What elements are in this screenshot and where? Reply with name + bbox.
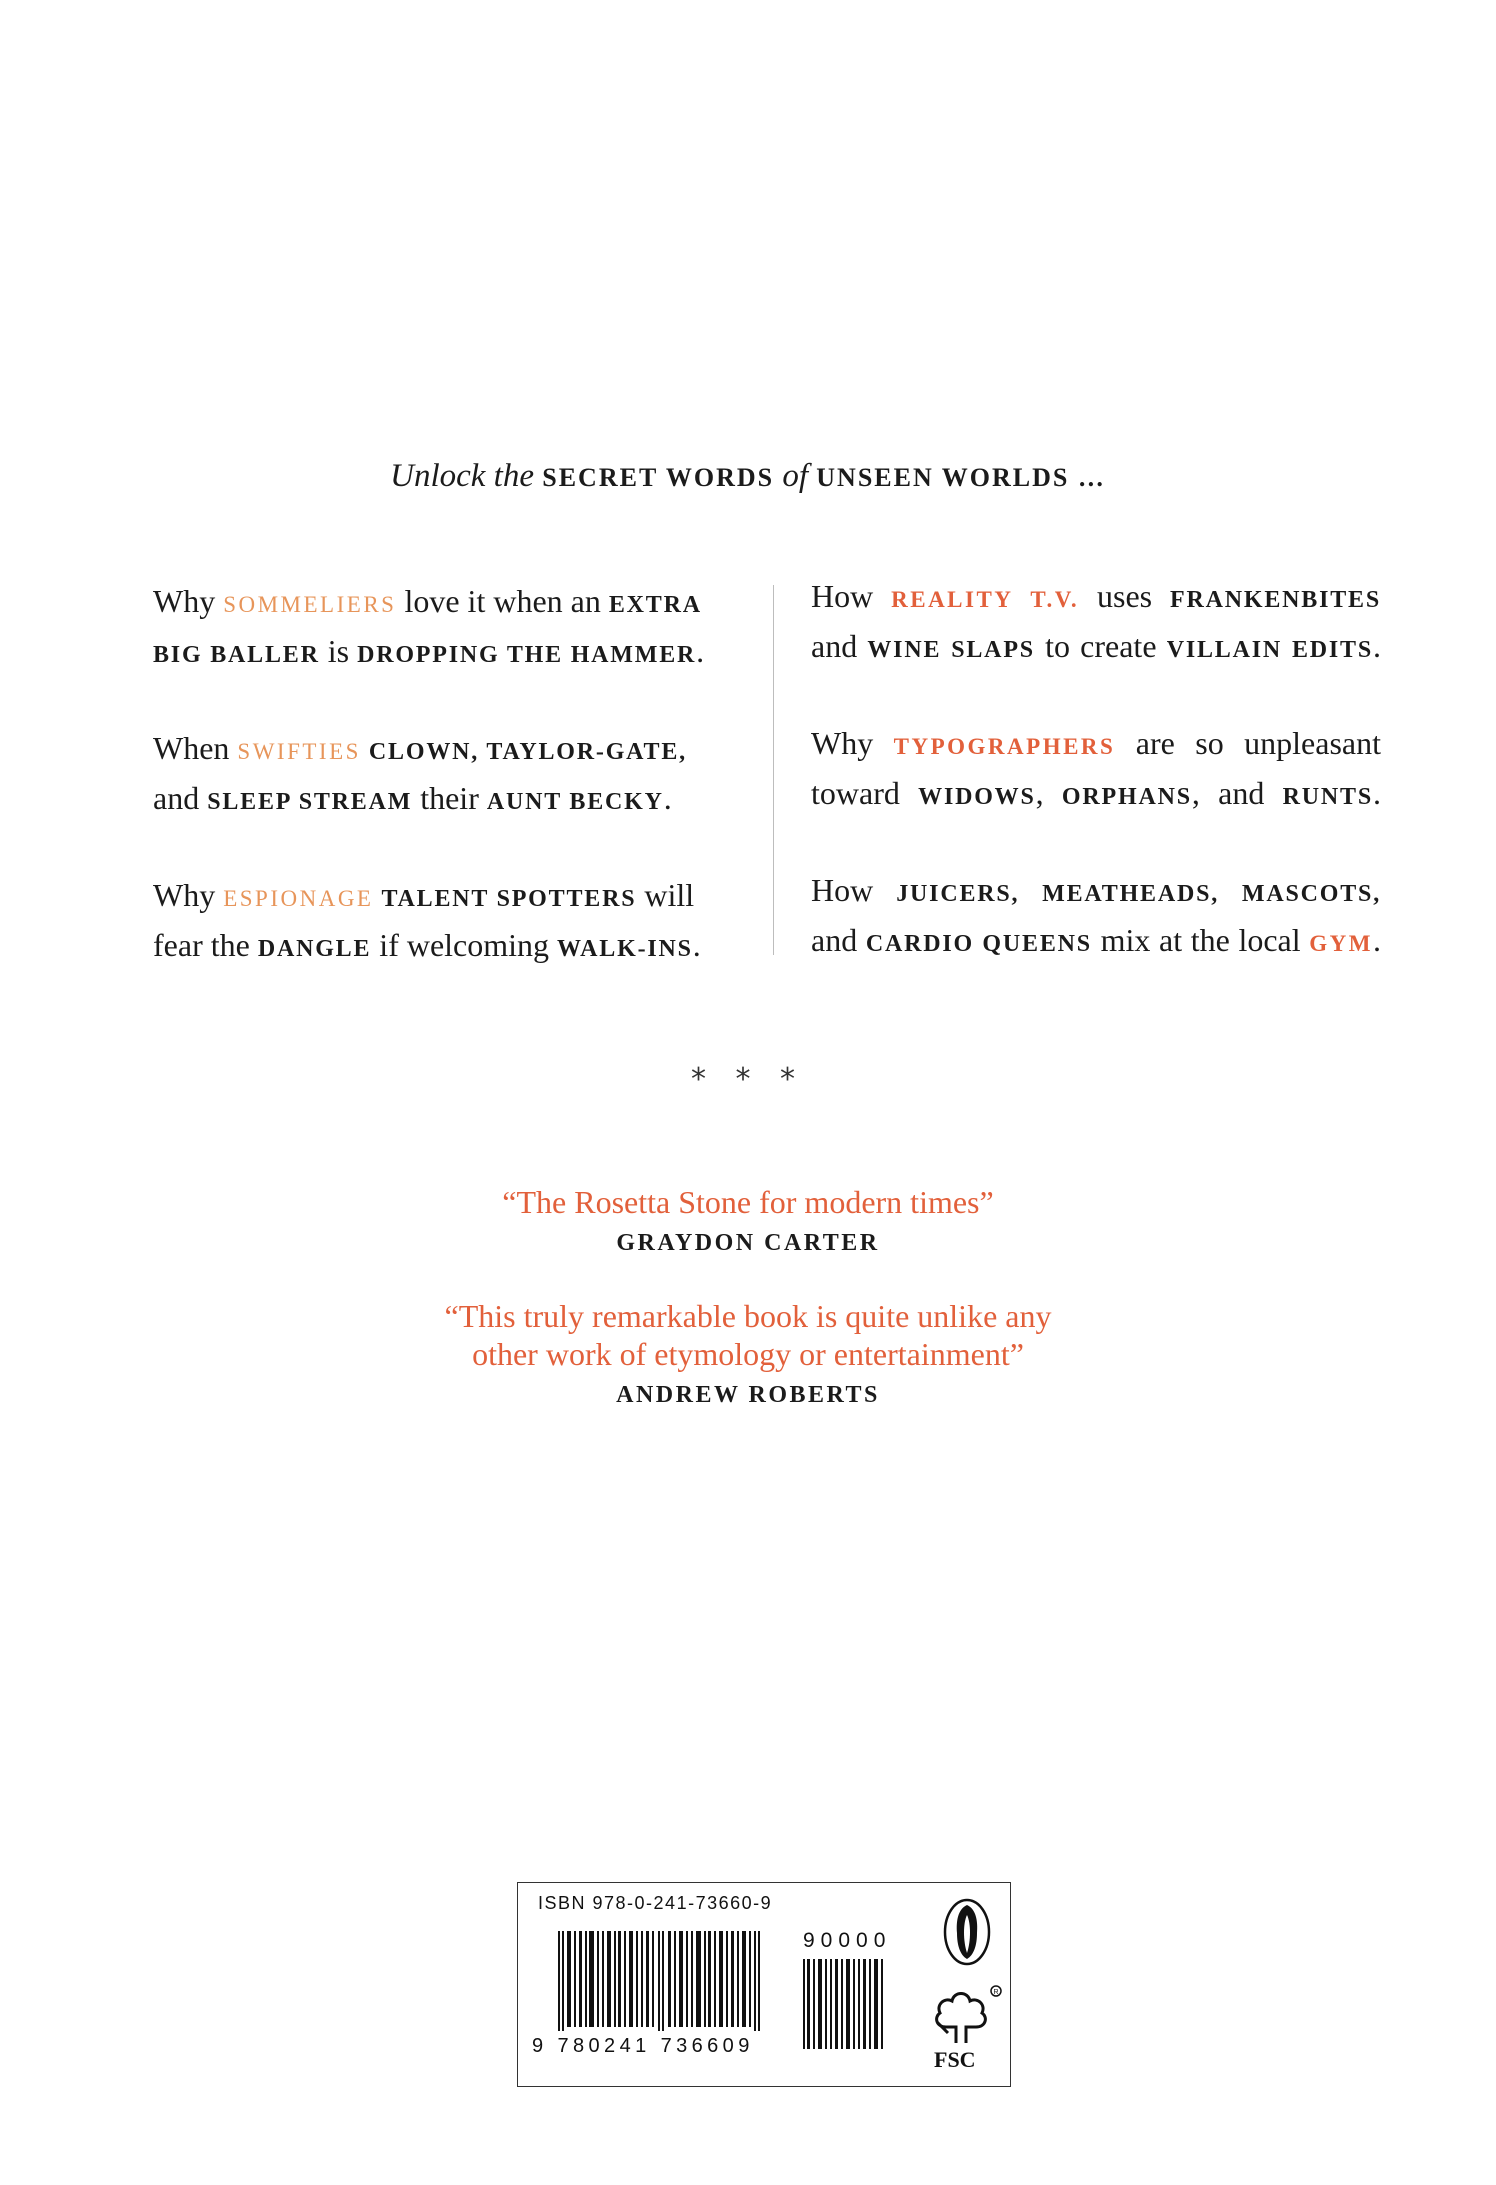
item-line — [811, 573, 1381, 623]
price-barcode-bars — [803, 1959, 913, 2049]
keyword: DANGLE — [257, 936, 372, 962]
barcode-box — [517, 1882, 1011, 2087]
text: is — [319, 633, 358, 669]
text: and — [811, 628, 868, 664]
tagline-part4: UNSEEN WORLDS … — [816, 463, 1106, 492]
highlight-topic: GYM — [1309, 931, 1373, 956]
text: , — [1035, 775, 1062, 811]
quote-2-line1: “This truly remarkable book is quite unlike any — [444, 1298, 1052, 1334]
keyword: WINE SLAPS — [867, 637, 1035, 663]
item-line — [811, 623, 1381, 673]
item-line — [811, 720, 1381, 770]
text: and — [811, 922, 866, 958]
svg-text:R: R — [993, 1989, 999, 1996]
item-line — [153, 578, 743, 628]
highlight-topic: SWIFTIES — [237, 739, 361, 764]
text: are so unpleasant — [1115, 725, 1381, 761]
text: . — [663, 780, 672, 816]
right-item-reality-tv — [811, 573, 1381, 673]
highlight-topic: TYPOGRAPHERS — [893, 734, 1116, 759]
text: uses — [1079, 578, 1171, 614]
text: . — [1373, 775, 1381, 811]
keyword: CLOWN, TAYLOR-GATE, — [368, 739, 687, 765]
text: Why — [153, 877, 224, 913]
text: Why — [153, 583, 224, 619]
highlight-topic: REALITY T.V. — [891, 587, 1080, 612]
text: How — [811, 872, 897, 908]
item-line — [153, 872, 743, 922]
text: . — [1373, 628, 1381, 664]
text: When — [153, 730, 238, 766]
keyword: BIG BALLER — [153, 642, 320, 668]
left-item-espionage — [153, 872, 743, 972]
fsc-label: FSC — [934, 2047, 976, 2072]
item-line — [811, 917, 1381, 967]
section-separator: * * * — [690, 1062, 806, 1097]
quote-1-author: GRAYDON CARTER — [616, 1230, 880, 1256]
text: mix at the local — [1091, 922, 1310, 958]
quote-1-text: “The Rosetta Stone for modern times” — [502, 1184, 994, 1220]
text — [361, 730, 369, 766]
isbn-text: ISBN 978-0-241-73660-9 — [538, 1893, 773, 1913]
left-item-sommeliers — [153, 578, 743, 678]
highlight-topic: SOMMELIERS — [223, 592, 397, 617]
right-item-typographers — [811, 720, 1381, 820]
item-line — [811, 770, 1381, 820]
keyword: JUICERS, MEATHEADS, MASCOTS, — [896, 881, 1381, 907]
text: Why — [811, 725, 894, 761]
isbn-digits: 9 780241 736609 — [532, 2035, 754, 2057]
keyword: ORPHANS — [1061, 784, 1192, 810]
item-line — [153, 725, 743, 775]
right-item-gym — [811, 867, 1381, 967]
text: will — [636, 877, 695, 913]
keyword: FRANKENBITES — [1170, 587, 1381, 613]
keyword: AUNT BECKY — [486, 789, 664, 815]
text: and — [153, 780, 208, 816]
text: love it when an — [396, 583, 609, 619]
keyword: SLEEP STREAM — [207, 789, 413, 815]
item-line — [153, 628, 743, 678]
isbn-barcode-bars — [558, 1931, 788, 2031]
item-line — [153, 775, 743, 825]
item-line — [811, 867, 1381, 917]
quote-2-author: ANDREW ROBERTS — [616, 1382, 880, 1408]
text: their — [412, 780, 487, 816]
keyword: TALENT SPOTTERS — [381, 886, 637, 912]
text: if welcoming — [371, 927, 558, 963]
penguin-logo-icon — [942, 1897, 992, 1967]
keyword: EXTRA — [608, 592, 702, 618]
item-line — [153, 922, 743, 972]
keyword: CARDIO QUEENS — [865, 931, 1092, 957]
column-divider — [773, 585, 774, 955]
text: . — [696, 633, 705, 669]
fsc-tree-icon — [926, 1983, 1006, 2051]
left-item-swifties — [153, 725, 743, 825]
text: toward — [811, 775, 919, 811]
highlight-topic: ESPIONAGE — [223, 886, 374, 911]
tagline-part3: of — [782, 458, 809, 494]
price-code: 90000 — [803, 1929, 892, 1952]
text: How — [811, 578, 892, 614]
tagline-part1: Unlock the — [390, 458, 534, 494]
quote-2-line2: other work of etymology or entertainment” — [472, 1336, 1024, 1372]
tagline — [0, 458, 1496, 495]
keyword: WIDOWS — [918, 784, 1036, 810]
keyword: VILLAIN EDITS — [1166, 637, 1373, 663]
keyword: DROPPING THE HAMMER — [357, 642, 697, 668]
text: . — [692, 927, 701, 963]
text: to create — [1034, 628, 1167, 664]
text: fear the — [153, 927, 258, 963]
text: . — [1373, 922, 1381, 958]
keyword: WALK-INS — [557, 936, 693, 962]
tagline-part2: SECRET WORDS — [542, 463, 775, 492]
keyword: RUNTS — [1282, 784, 1373, 810]
text: , and — [1191, 775, 1283, 811]
